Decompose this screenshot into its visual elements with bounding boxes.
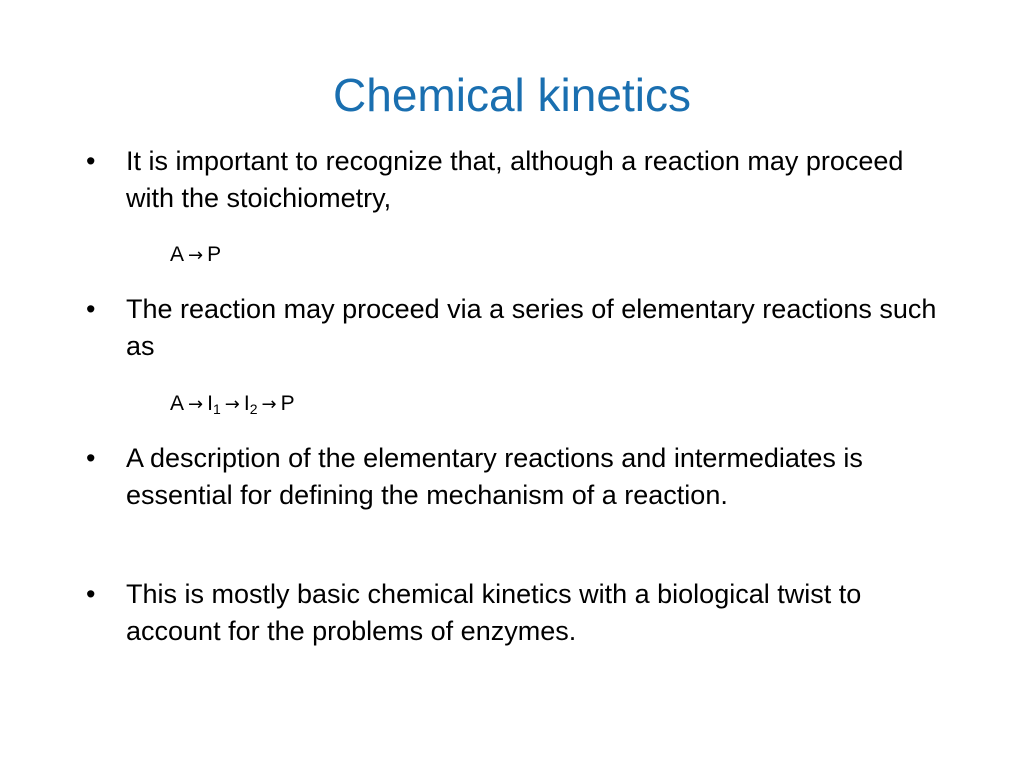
bullet-text: This is mostly basic chemical kinetics with a biological twist to account for the problems of enzymes. <box>126 579 862 646</box>
equation-elementary <box>170 390 295 419</box>
bullet-dot-icon: • <box>86 146 96 176</box>
bullet-item <box>86 440 946 514</box>
equation-stoichiometry <box>170 241 221 270</box>
arrow-icon: → <box>188 394 204 415</box>
slide-title: Chemical kinetics <box>333 69 691 121</box>
bullet-text: The reaction may proceed via a series of elementary reactions such as <box>126 294 937 361</box>
arrow-icon: → <box>261 394 277 415</box>
equation-product: P <box>207 243 222 266</box>
bullet-item <box>86 143 946 217</box>
bullet-dot-icon: • <box>86 443 96 473</box>
bullet-item <box>86 576 946 650</box>
equation-subscript: 1 <box>212 401 221 417</box>
equation-subscript: 2 <box>249 401 258 417</box>
bullet-item <box>86 291 946 365</box>
arrow-icon: → <box>188 245 204 266</box>
bullet-dot-icon: • <box>86 294 96 324</box>
bullet-text: It is important to recognize that, although a reaction may proceed with the stoichiometry, <box>126 146 904 213</box>
equation-intermediate-1: I <box>207 392 213 415</box>
equation-reactant: A <box>170 392 185 415</box>
equation-reactant: A <box>170 243 185 266</box>
equation-product: P <box>280 392 295 415</box>
bullet-dot-icon: • <box>86 579 96 609</box>
equation-intermediate-2: I <box>243 392 250 415</box>
bullet-text: A description of the elementary reactions and intermediates is essential for defining the mechanism of a reaction. <box>126 443 863 510</box>
arrow-icon: → <box>224 394 240 415</box>
